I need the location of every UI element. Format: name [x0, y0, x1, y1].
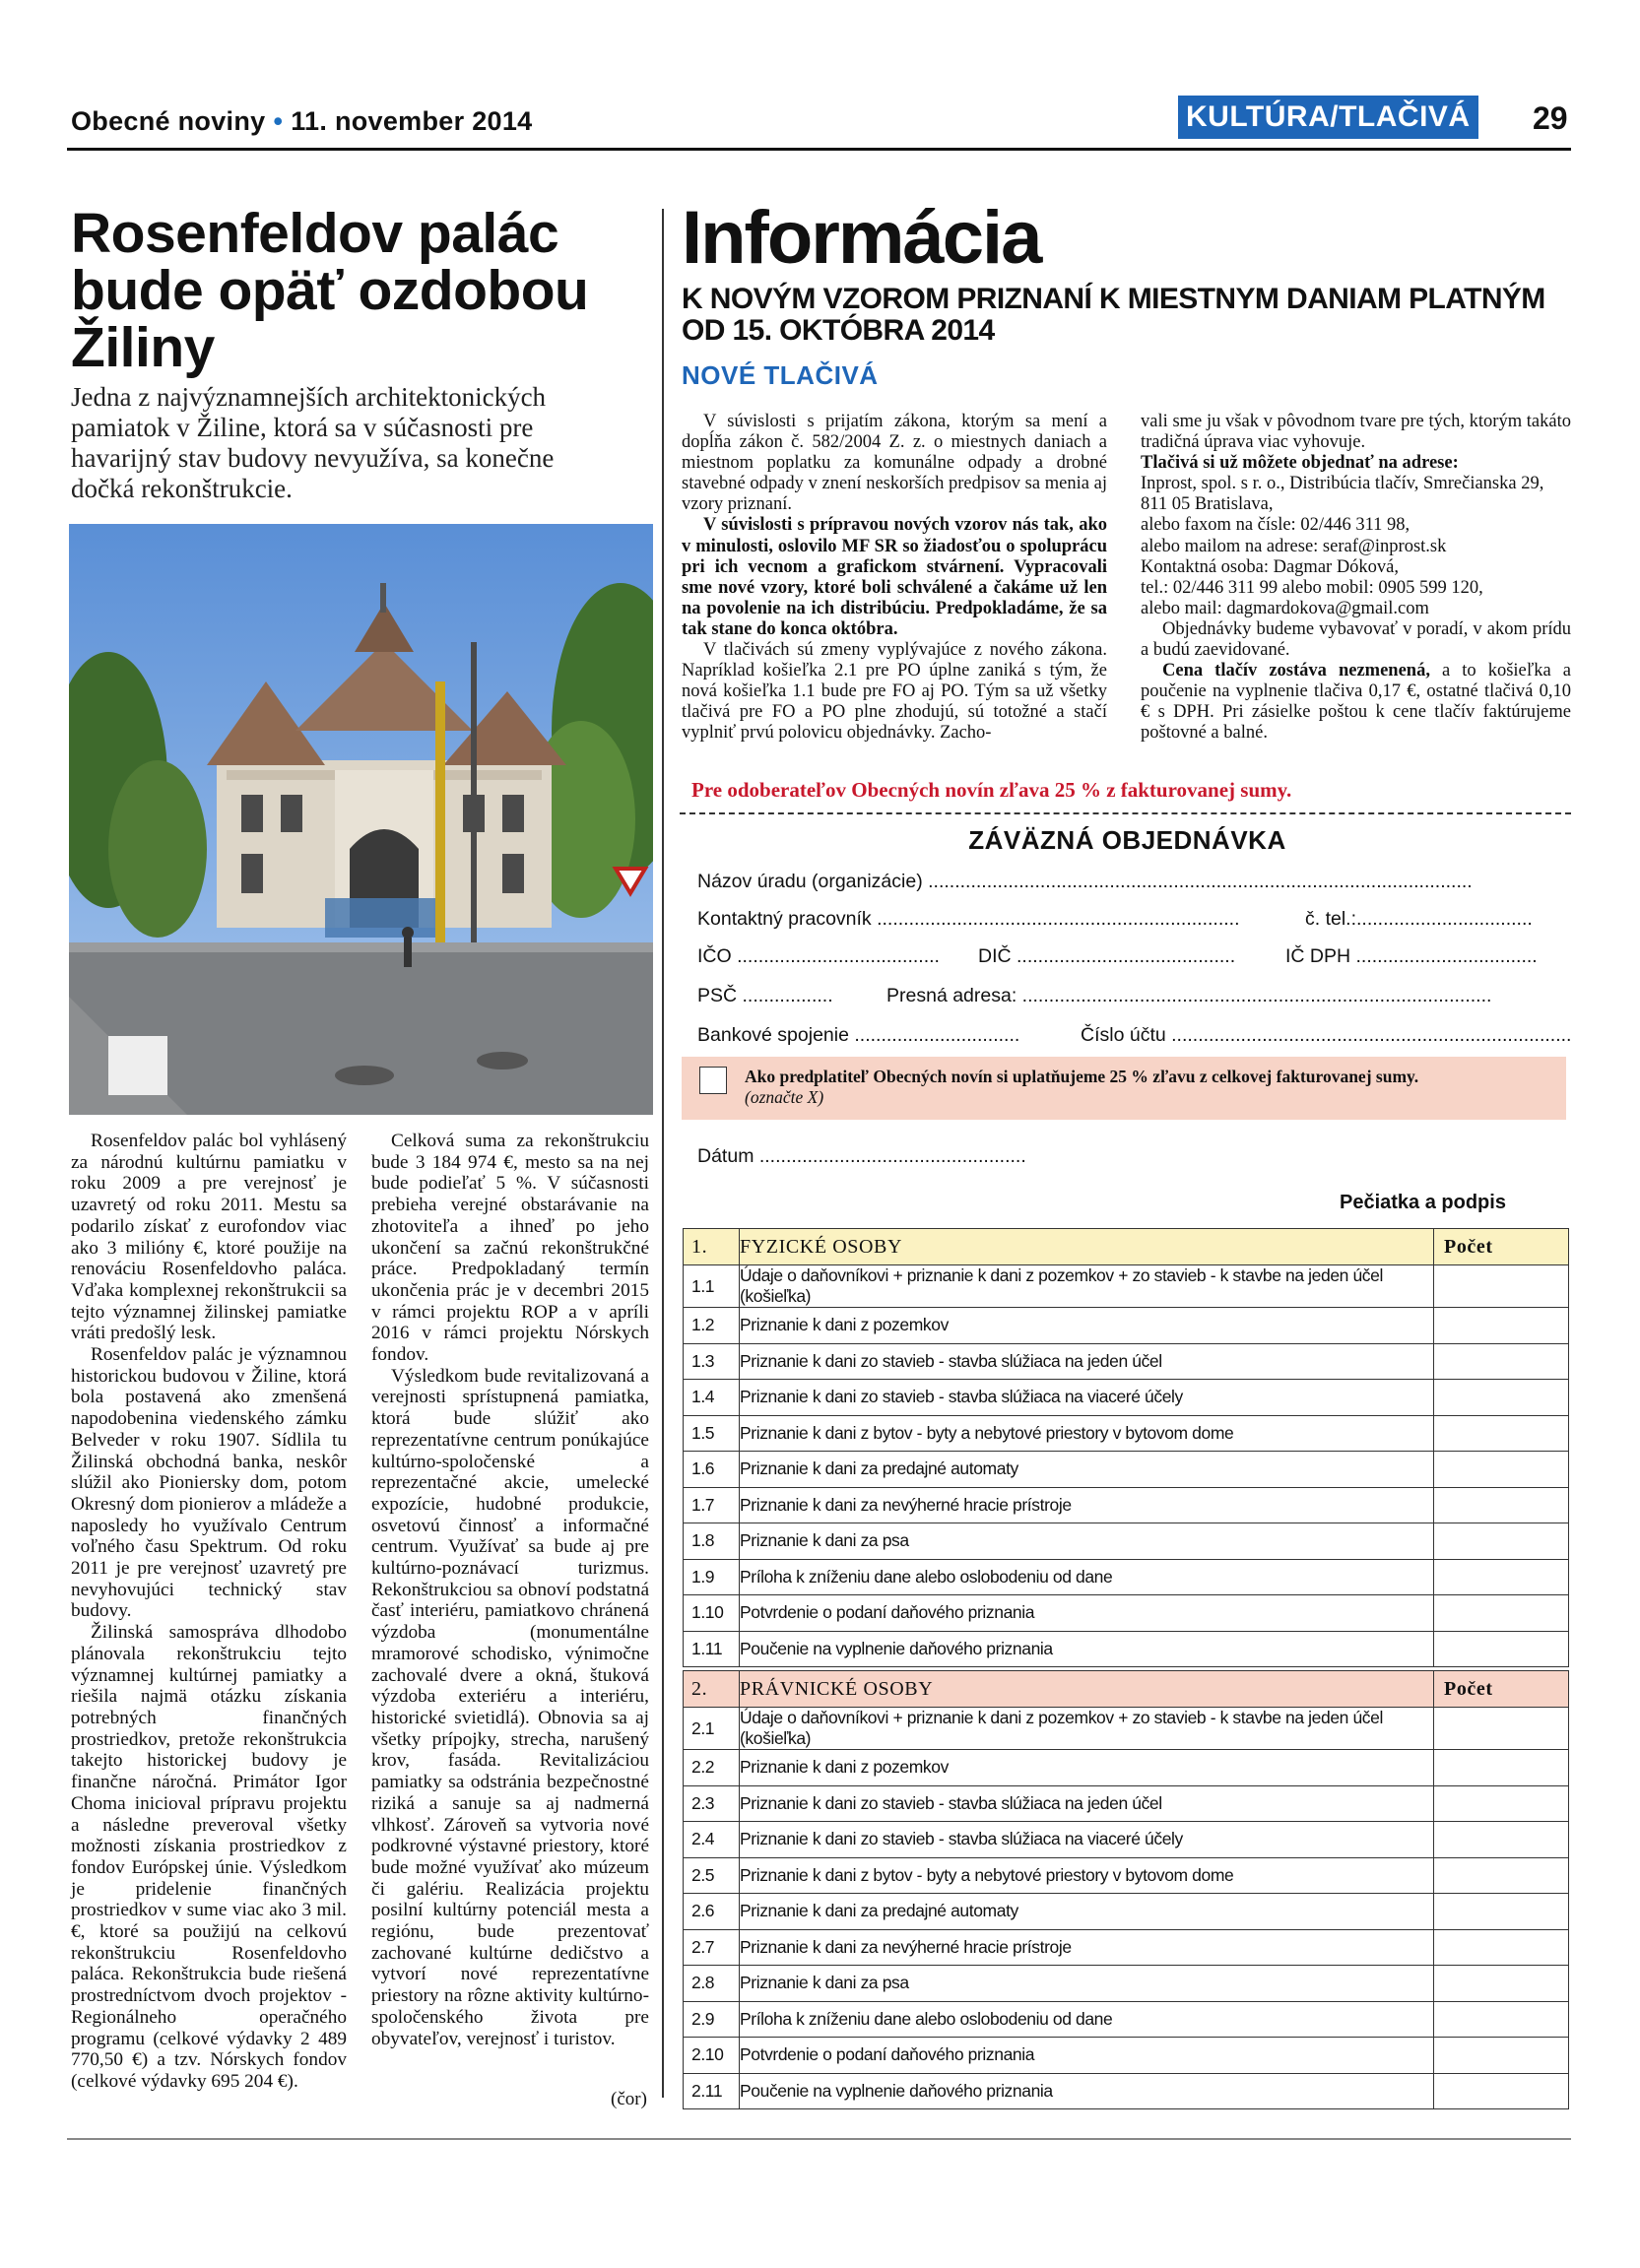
table-row	[684, 1750, 1569, 1786]
natural-persons-table	[683, 1228, 1569, 1667]
form-name: Priznanie k dani za predajné automaty	[740, 1894, 1434, 1930]
row-number: 2.6	[684, 1894, 740, 1930]
row-number: 1.7	[684, 1487, 740, 1523]
table-row	[684, 1929, 1569, 1966]
table-row	[684, 2073, 1569, 2109]
row-number: 2.10	[684, 2038, 740, 2074]
paragraph: Celková suma za rekonštrukciu bude 3 184 974 €, mesto sa na nej bude podieľať 5 %. V súčasnosti prebieha verejné obstarávanie na zhotoviteľa a ihneď po jeho ukončení sa začnú rekonštrukčné práce. Predpokladaný termín ukončenia prác je v decembri 2015 v rámci projektu ROP a v apríli 2016 v rámci projektu Nórskych fondov.	[371, 1131, 649, 1366]
ico-field[interactable]: IČO ......................................	[697, 945, 940, 967]
count-cell[interactable]	[1434, 1857, 1569, 1894]
legal-persons-table	[683, 1670, 1569, 2109]
publication-name: Obecné noviny	[71, 106, 266, 136]
section-number: 1.	[684, 1229, 740, 1265]
row-number: 1.9	[684, 1559, 740, 1595]
address-line: Inprost, spol. s r. o., Distribúcia tlačív, Smrečianska 29,	[1141, 474, 1544, 494]
order-address-label: Tlačivá si už môžete objednať na adrese:	[1141, 453, 1459, 474]
issue-date: 11. november 2014	[291, 106, 533, 136]
table-row	[684, 1487, 1569, 1523]
cut-line	[680, 812, 1571, 814]
paragraph: Objednávky budeme vybavovať v poradí, v akom prídu a budú zaevidované.	[1141, 618, 1571, 661]
row-number: 2.1	[684, 1708, 740, 1750]
count-header: Počet	[1434, 1671, 1569, 1708]
row-number: 2.5	[684, 1857, 740, 1894]
table-row	[684, 1343, 1569, 1380]
row-number: 1.2	[684, 1308, 740, 1344]
account-field[interactable]: Číslo účtu ...........................................................................	[1081, 1024, 1572, 1046]
row-number: 2.7	[684, 1929, 740, 1966]
row-number: 1.4	[684, 1380, 740, 1416]
row-number: 1.10	[684, 1595, 740, 1632]
table-row	[684, 1452, 1569, 1488]
table-row	[684, 1380, 1569, 1416]
paragraph: V súvislosti s prijatím zákona, ktorým sa mení a dopĺňa zákon č. 582/2004 Z. z. o miestnych daniach a miestnom poplatku za komunálne odpady a drobné stavebné odpady v znení neskorších predpisov sa menia aj vzory priznaní.	[682, 412, 1107, 515]
dic-field[interactable]: DIČ .........................................	[978, 945, 1236, 967]
price-rest: a to košieľka a poučenie na vyplnenie tlačiva 0,17 €, ostatné tlačivá 0,10 € s DPH. Pri zásielke poštou k cene tlačív faktúrujeme poštovné a balné.	[1141, 661, 1571, 744]
page-number: 29	[1533, 100, 1568, 136]
row-number: 1.3	[684, 1343, 740, 1380]
form-name: Potvrdenie o podaní daňového priznania	[740, 1595, 1434, 1632]
address-line: tel.: 02/446 311 99 alebo mobil: 0905 599 120,	[1141, 577, 1483, 598]
paragraph: Výsledkom bude revitalizovaná a verejnosti sprístupnená pamiatka, ktorá bude slúžiť ako reprezentatívne centrum ponúkajúce kultúrno-spoločenské a reprezentačné akcie, umelecké expozície, hudobné produkcie, osvetovú činnosť a informačné centrum. Využívať sa bude aj pre kultúrno-poznávací turizmus. Rekonštrukciou sa obnoví podstatná časť interiéru, pamiatkovo chránená výzdoba (monumentálne mramorové schodisko, výnimočne zachovalé dvere a okná, štuková výzdoba exteriéru a interiéru, historické svietidlá). Obnovia sa aj všetky prípojky, strecha, narušený krov, fasáda. Revitalizáciou pamiatky sa odstránia bezpečnostné riziká a sanuje sa aj nadmerná vlhkosť. Zároveň sa vytvoria nové podkrovné výstavné priestory, ktoré bude možné využívať ako múzeum či galériu. Realizácia projektu posilní kultúrny potenciál mesta a regiónu, bude prezentovať zachované kultúrne dedičstvo a vytvorí nové reprezentatívne priestory na rôzne aktivity kultúrno-spoločenského života pre obyvateľov, verejnosť i turistov.	[371, 1365, 649, 2049]
address-line: alebo mailom na adrese: seraf@inprost.sk	[1141, 536, 1447, 556]
contact-person-field[interactable]: Kontaktný pracovník ....................................................................	[697, 908, 1240, 930]
form-name: Priznanie k dani z pozemkov	[740, 1308, 1434, 1344]
row-number: 1.1	[684, 1265, 740, 1308]
price-bold: Cena tlačív zostáva nezmenená,	[1162, 661, 1430, 681]
address-line: alebo mail: dagmardokova@gmail.com	[1141, 598, 1429, 618]
table-row	[684, 1523, 1569, 1560]
row-number: 1.8	[684, 1523, 740, 1560]
form-name: Potvrdenie o podaní daňového priznania	[740, 2038, 1434, 2074]
form-name: Údaje o daňovníkovi + priznanie k dani z pozemkov + zo stavieb - k stavbe na jeden účel (košieľka)	[740, 1265, 1434, 1308]
count-cell[interactable]	[1434, 1380, 1569, 1416]
subscriber-discount-text	[745, 1067, 1533, 1108]
table-row	[684, 1785, 1569, 1822]
section-badge: KULTÚRA/TLAČIVÁ	[1178, 96, 1478, 139]
discount-note: (označte X)	[745, 1087, 824, 1107]
count-cell[interactable]	[1434, 1929, 1569, 1966]
count-cell[interactable]	[1434, 1595, 1569, 1632]
palace-photo-illustration	[69, 524, 653, 1115]
form-name: Priznanie k dani za psa	[740, 1523, 1434, 1560]
header-rule	[67, 148, 1571, 151]
count-cell[interactable]	[1434, 1894, 1569, 1930]
masthead	[71, 106, 532, 137]
count-cell[interactable]	[1434, 1708, 1569, 1750]
paragraph: Rosenfeldov palác je významnou historickou budovou v Žiline, ktorá bola postavená ako zmenšená napodobenina viedenského zámku Belveder v roku 1907. Sídlila tu Žilinská obchodná banka, neskôr slúžil ako Pioniersky dom, potom Okresný dom pionierov a mládeže a naposledy ho využívalo Centrum voľného času Spektrum. Od roku 2011 je pre verejnosť uzavretý pre nevyhovujúci technický stav budovy.	[71, 1344, 347, 1622]
row-number: 1.6	[684, 1452, 740, 1488]
section-number: 2.	[684, 1671, 740, 1708]
count-cell[interactable]	[1434, 1487, 1569, 1523]
count-cell[interactable]	[1434, 2073, 1569, 2109]
table-row	[684, 1559, 1569, 1595]
form-name: Priznanie k dani z pozemkov	[740, 1750, 1434, 1786]
count-cell[interactable]	[1434, 1308, 1569, 1344]
count-cell[interactable]	[1434, 1785, 1569, 1822]
table-header-row	[684, 1229, 1569, 1265]
count-cell[interactable]	[1434, 1415, 1569, 1452]
bullet-dot-icon: •	[273, 106, 284, 136]
bank-field[interactable]: Bankové spojenie ...............................	[697, 1024, 1020, 1046]
section-title: PRÁVNICKÉ OSOBY	[740, 1671, 1434, 1708]
row-number: 2.8	[684, 1966, 740, 2002]
icdph-field[interactable]: IČ DPH ..................................	[1285, 945, 1538, 967]
org-name-field[interactable]: Názov úradu (organizácie) ......................................................................................................	[697, 871, 1473, 892]
table-row	[684, 1857, 1569, 1894]
address-field[interactable]: Presná adresa: ........................................................................................	[886, 985, 1492, 1006]
article-headline: Rosenfeldov palác bude opäť ozdobou Žiliny	[71, 202, 589, 379]
psc-field[interactable]: PSČ .................	[697, 985, 833, 1006]
form-name: Priznanie k dani za predajné automaty	[740, 1452, 1434, 1488]
count-cell[interactable]	[1434, 1559, 1569, 1595]
phone-field[interactable]: č. tel.:.................................	[1305, 908, 1533, 930]
count-cell[interactable]	[1434, 1452, 1569, 1488]
row-number: 1.11	[684, 1631, 740, 1667]
promo-line: Pre odoberateľov Obecných novín zľava 25 % z fakturovanej sumy.	[691, 778, 1292, 802]
address-line: alebo faxom na čísle: 02/446 311 98,	[1141, 515, 1410, 536]
table-row	[684, 1966, 1569, 2002]
paragraph-bold: V súvislosti s prípravou nových vzorov nás tak, ako v minulosti, oslovilo MF SR so žiadosťou o spoluprácu pri ich vecnom a grafickom stvárnení. Vypracovali sme nové vzory, ktoré boli schválené a čakáme už len na povolenie na ich distribúciu. Predpokladáme, že sa tak stane do konca októbra.	[682, 515, 1107, 639]
info-tag: NOVÉ TLAČIVÁ	[682, 360, 879, 390]
article-column-1	[71, 1131, 347, 2093]
checkbox-icon[interactable]	[699, 1067, 727, 1094]
form-name: Priznanie k dani za psa	[740, 1966, 1434, 2002]
form-name: Poučenie na vyplnenie daňového priznania	[740, 2073, 1434, 2109]
paragraph: Žilinská samospráva dlhodobo plánovala rekonštrukciu tejto významnej kultúrnej pamiatky a riešila najmä otázku získania potrebných finančných prostriedkov, pretože rekonštrukcia takejto historickej budovy je finančne náročná. Primátor Igor Choma inicioval prípravu projektu a následne preveroval všetky možnosti získania prostriedkov z fondov Európskej únie. Výsledkom je pridelenie finančných prostriedkov v sume viac ako 3 mil. €, ktoré sa použijú na celkovú rekonštrukciu Rosenfeldovho paláca. Rekonštrukcia bude riešená prostredníctvom dvoch projektov - Regionálneho operačného programu (celkové výdavky 2 489 770,50 €) a tzv. Nórskych fondov (celkové výdavky 695 204 €).	[71, 1622, 347, 2092]
count-header: Počet	[1434, 1229, 1569, 1265]
form-name: Priznanie k dani zo stavieb - stavba slúžiaca na jeden účel	[740, 1343, 1434, 1380]
count-cell[interactable]	[1434, 1750, 1569, 1786]
table-row	[684, 1894, 1569, 1930]
paragraph: Rosenfeldov palác bol vyhlásený za národnú kultúrnu pamiatku v roku 2009 a pre verejnosť je uzavretý od roku 2011. Mestu sa podarilo získať z eurofondov viac ako 3 milióny €, ktoré použije na renováciu Rosenfeldovho paláca. Vďaka komplexnej rekonštrukcii sa tejto významnej žilinskej pamiatke vráti predošlý lesk.	[71, 1131, 347, 1344]
count-cell[interactable]	[1434, 1523, 1569, 1560]
address-line: Kontaktná osoba: Dagmar Dóková,	[1141, 556, 1400, 577]
table-row	[684, 1308, 1569, 1344]
count-cell[interactable]	[1434, 1631, 1569, 1667]
count-cell[interactable]	[1434, 1822, 1569, 1858]
footer-rule	[67, 2138, 1571, 2140]
article-lede: Jedna z najvýznamnejších architektonických pamiatok v Žiline, ktorá sa v súčasnosti pre havarijný stav budovy nevyužíva, sa konečne dočká rekonštrukcie.	[71, 382, 555, 503]
table-row	[684, 2001, 1569, 2038]
section-title: FYZICKÉ OSOBY	[740, 1229, 1434, 1265]
discount-statement: Ako predplatiteľ Obecných novín si uplatňujeme 25 % zľavu z celkovej fakturovanej sumy.	[745, 1067, 1419, 1086]
row-number: 1.5	[684, 1415, 740, 1452]
form-name: Priznanie k dani za nevýherné hracie prístroje	[740, 1929, 1434, 1966]
form-name: Priznanie k dani za nevýherné hracie prístroje	[740, 1487, 1434, 1523]
count-cell[interactable]	[1434, 1265, 1569, 1308]
count-cell[interactable]	[1434, 2038, 1569, 2074]
row-number: 2.4	[684, 1822, 740, 1858]
address-line: 811 05 Bratislava,	[1141, 494, 1274, 515]
form-name: Príloha k zníženiu dane alebo oslobodeniu od dane	[740, 1559, 1434, 1595]
date-field[interactable]: Dátum ..................................................	[697, 1145, 1026, 1167]
info-title: Informácia	[682, 196, 1041, 280]
info-column-2	[1141, 412, 1571, 745]
count-cell[interactable]	[1434, 1343, 1569, 1380]
table-header-row	[684, 1671, 1569, 1708]
signature-label: Pečiatka a podpis	[1340, 1192, 1506, 1213]
table-row	[684, 1631, 1569, 1667]
order-form-title: ZÁVÄZNÁ OBJEDNÁVKA	[968, 825, 1286, 855]
row-number: 2.2	[684, 1750, 740, 1786]
palace-photo	[69, 524, 653, 1115]
info-column-1	[682, 412, 1107, 745]
table-row	[684, 1708, 1569, 1750]
form-name: Priznanie k dani z bytov - byty a nebytové priestory v bytovom dome	[740, 1415, 1434, 1452]
table-row	[684, 1822, 1569, 1858]
paragraph-price	[1141, 661, 1571, 744]
form-name: Priznanie k dani z bytov - byty a nebytové priestory v bytovom dome	[740, 1857, 1434, 1894]
row-number: 2.11	[684, 2073, 740, 2109]
info-subtitle: K NOVÝM VZOROM PRIZNANÍ K MIESTNYM DANIAM PLATNÝM OD 15. OKTÓBRA 2014	[682, 283, 1545, 347]
table-row	[684, 1415, 1569, 1452]
form-name: Údaje o daňovníkovi + priznanie k dani z pozemkov + zo stavieb - k stavbe na jeden účel (košieľka)	[740, 1708, 1434, 1750]
form-name: Priznanie k dani zo stavieb - stavba slúžiaca na viaceré účely	[740, 1822, 1434, 1858]
article-column-2	[371, 1131, 649, 2049]
row-number: 2.9	[684, 2001, 740, 2038]
paragraph: vali sme ju však v pôvodnom tvare pre tých, ktorým takáto tradičná úprava viac vyhovuje.	[1141, 412, 1571, 453]
table-row	[684, 2038, 1569, 2074]
count-cell[interactable]	[1434, 1966, 1569, 2002]
form-name: Priznanie k dani zo stavieb - stavba slúžiaca na jeden účel	[740, 1785, 1434, 1822]
count-cell[interactable]	[1434, 2001, 1569, 2038]
form-name: Poučenie na vyplnenie daňového priznania	[740, 1631, 1434, 1667]
row-number: 2.3	[684, 1785, 740, 1822]
table-row	[684, 1595, 1569, 1632]
form-name: Priznanie k dani zo stavieb - stavba slúžiaca na viaceré účely	[740, 1380, 1434, 1416]
form-name: Príloha k zníženiu dane alebo oslobodeniu od dane	[740, 2001, 1434, 2038]
byline: (čor)	[611, 2089, 647, 2109]
table-row	[684, 1265, 1569, 1308]
column-divider	[662, 209, 664, 2098]
paragraph: V tlačivách sú zmeny vyplývajúce z nového zákona. Napríklad košieľka 2.1 pre PO úplne zaniká s tým, že nová košieľka 1.1 bude pre FO aj PO. Tým sa už všetky tlačivá pre FO a PO plne zhodujú, sú totožné a stačí vyplniť prvú polovicu objednávky. Zacho-	[682, 640, 1107, 744]
